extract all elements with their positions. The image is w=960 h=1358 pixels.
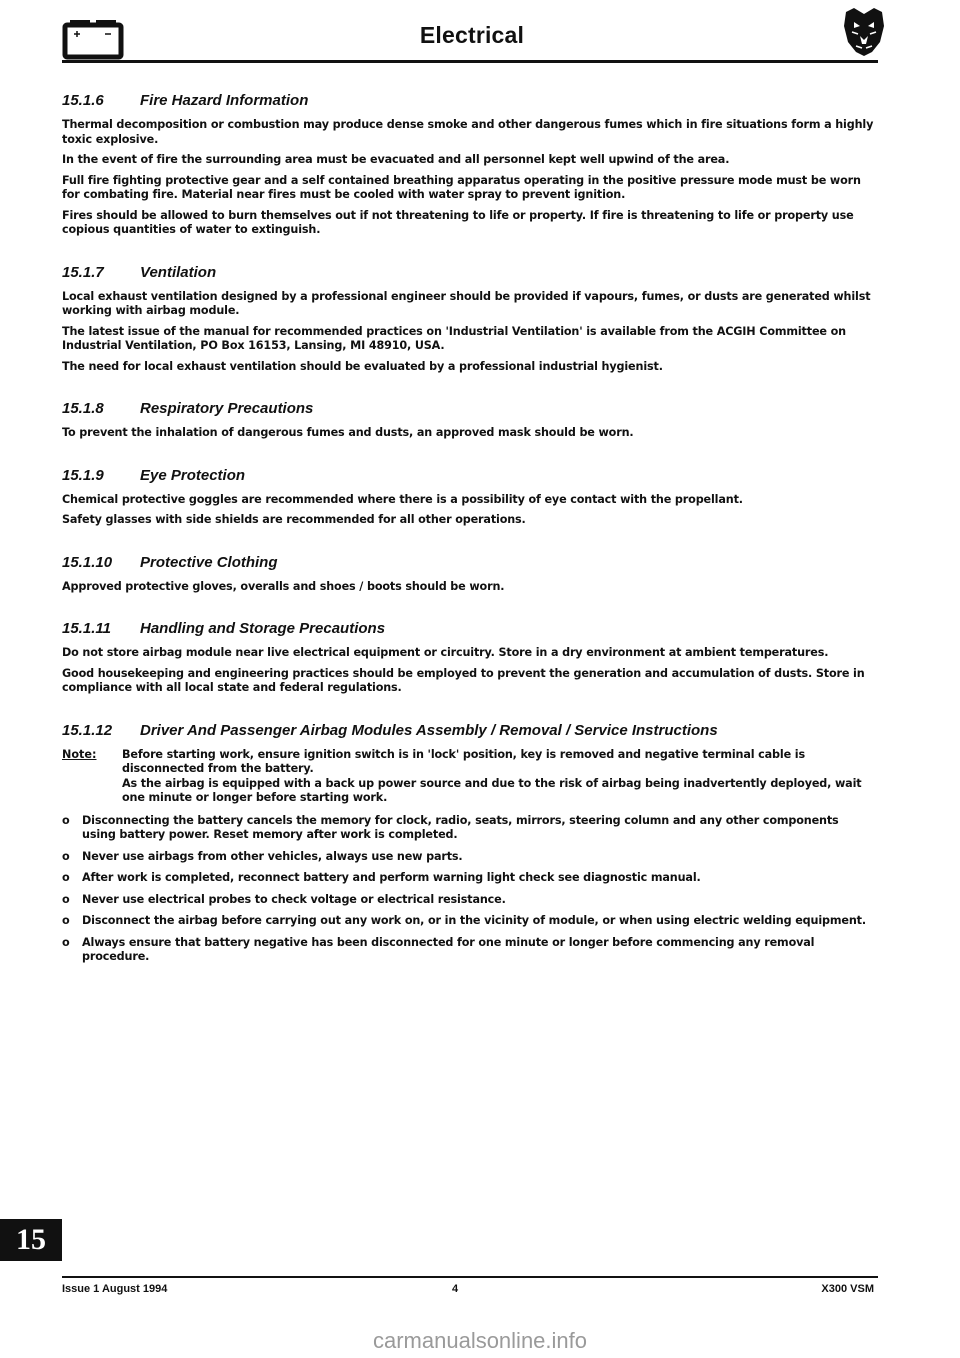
paragraph: Safety glasses with side shields are recommended for all other operations. <box>62 513 526 526</box>
bullet-icon: o <box>62 849 70 863</box>
footer-rule <box>62 1276 878 1278</box>
note-line: Before starting work, ensure ignition switch is in 'lock' position, key is removed and negative terminal cable is disconnected from the battery. <box>122 747 805 775</box>
section-number: 15.1.10 <box>62 553 113 571</box>
section-number: 15.1.11 <box>62 620 111 637</box>
list-item-text: Disconnecting the battery cancels the memory for clock, radio, seats, mirrors, steering column and any other components using battery power. Reset memory after work is completed. <box>82 813 839 841</box>
note-line: As the airbag is equipped with a back up power source and due to the risk of airbag being inadvertently deployed, wait one minute or longer before starting work. <box>122 776 862 804</box>
section-heading <box>62 400 874 419</box>
section-number: 15.1.12 <box>62 721 113 739</box>
jaguar-head-logo-icon <box>840 4 888 58</box>
section-protective-clothing <box>62 554 874 595</box>
section-number: 15.1.6 <box>62 92 104 109</box>
list-item-text: Never use airbags from other vehicles, always use new parts. <box>82 849 463 863</box>
section-title: Eye Protection <box>140 466 246 484</box>
list-item-text: Never use electrical probes to check voltage or electrical resistance. <box>82 892 506 906</box>
bullet-icon: o <box>62 892 70 906</box>
paragraph: To prevent the inhalation of dangerous fumes and dusts, an approved mask should be worn. <box>62 426 634 439</box>
bullet-icon: o <box>62 935 70 949</box>
list-item-text: After work is completed, reconnect battery and perform warning light check see diagnostic manual. <box>82 871 701 884</box>
section-title: Protective Clothing <box>140 553 278 571</box>
page-header <box>62 0 882 64</box>
list-item <box>62 893 874 908</box>
section-title: Ventilation <box>140 263 217 281</box>
note-label-text: Note <box>62 747 92 761</box>
section-heading <box>62 554 874 573</box>
section-title: Respiratory Precautions <box>140 400 314 417</box>
bullet-icon: o <box>62 914 70 927</box>
page-content <box>62 92 874 972</box>
manual-code: X300 VSM <box>821 1283 874 1295</box>
paragraph: Good housekeeping and engineering practices should be employed to prevent the generation and accumulation of dusts. Store in compliance with all local state and federal regulations. <box>62 666 865 694</box>
section-heading <box>62 264 874 283</box>
section-respiratory-precautions <box>62 400 874 441</box>
list-item <box>62 850 874 865</box>
precaution-list <box>62 814 874 965</box>
section-heading <box>62 92 874 111</box>
list-item-text: Always ensure that battery negative has been disconnected for one minute or longer before commencing any removal procedure. <box>82 935 815 963</box>
list-item <box>62 814 874 843</box>
section-eye-protection <box>62 467 874 528</box>
page-number: 4 <box>452 1283 459 1295</box>
chapter-tab: 15 <box>0 1219 62 1261</box>
header-rule <box>62 60 878 63</box>
list-item <box>62 914 874 929</box>
list-item <box>62 936 874 965</box>
paragraph: Chemical protective goggles are recommended where there is a possibility of eye contact with the propellant. <box>62 492 743 506</box>
section-fire-hazard <box>62 92 874 238</box>
issue-date: Issue 1 August 1994 <box>62 1283 168 1295</box>
section-handling-storage <box>62 620 874 696</box>
paragraph: In the event of fire the surrounding area must be evacuated and all personnel kept well upwind of the area. <box>62 153 730 166</box>
bullet-icon: o <box>62 813 70 827</box>
list-item-text: Disconnect the airbag before carrying out any work on, or in the vicinity of module, or when using electric welding equipment. <box>82 914 866 927</box>
section-title: Driver And Passenger Airbag Modules Assembly / Removal / Service Instructions <box>140 721 718 739</box>
watermark: carmanualsonline.info <box>372 1328 588 1353</box>
section-number: 15.1.9 <box>62 466 104 484</box>
note-body <box>122 748 874 806</box>
section-title: Handling and Storage Precautions <box>140 620 386 637</box>
page-title: Electrical <box>419 22 525 48</box>
paragraph: Thermal decomposition or combustion may produce dense smoke and other dangerous fumes which in fire situations form a highly toxic explosive. <box>62 118 874 146</box>
paragraph: Do not store airbag module near live electrical equipment or circuitry. Store in a dry environment at ambient temperatures. <box>62 646 829 659</box>
note-block <box>62 748 874 806</box>
list-item <box>62 871 874 886</box>
paragraph: The need for local exhaust ventilation should be evaluated by a professional industrial hygienist. <box>62 359 663 373</box>
section-heading <box>62 620 874 639</box>
paragraph: The latest issue of the manual for recommended practices on 'Industrial Ventilation' is available from the ACGIH Committee on Industrial Ventilation, PO Box 16153, Lansing, MI 48910, USA. <box>62 324 846 352</box>
section-title: Fire Hazard Information <box>140 92 309 109</box>
section-airbag-modules <box>62 722 874 965</box>
section-number: 15.1.8 <box>62 400 104 417</box>
paragraph: Approved protective gloves, overalls and shoes / boots should be worn. <box>62 579 505 593</box>
section-number: 15.1.7 <box>62 263 104 281</box>
paragraph: Full fire fighting protective gear and a self contained breathing apparatus operating in the positive pressure mode must be worn for combating fire. Material near fires must be cooled with water spray to prevent ignition. <box>62 173 861 201</box>
section-heading <box>62 467 874 486</box>
note-label: Note: <box>62 747 97 761</box>
bullet-icon: o <box>62 871 70 884</box>
section-heading <box>62 722 874 741</box>
paragraph: Local exhaust ventilation designed by a professional engineer should be provided if vapours, fumes, or dusts are generated whilst working with airbag module. <box>62 289 871 317</box>
page-footer <box>62 1283 874 1301</box>
section-ventilation <box>62 264 874 375</box>
paragraph: Fires should be allowed to burn themselves out if not threatening to life or property. If fire is threatening to life or property use copious quantities of water to extinguish. <box>62 208 854 236</box>
